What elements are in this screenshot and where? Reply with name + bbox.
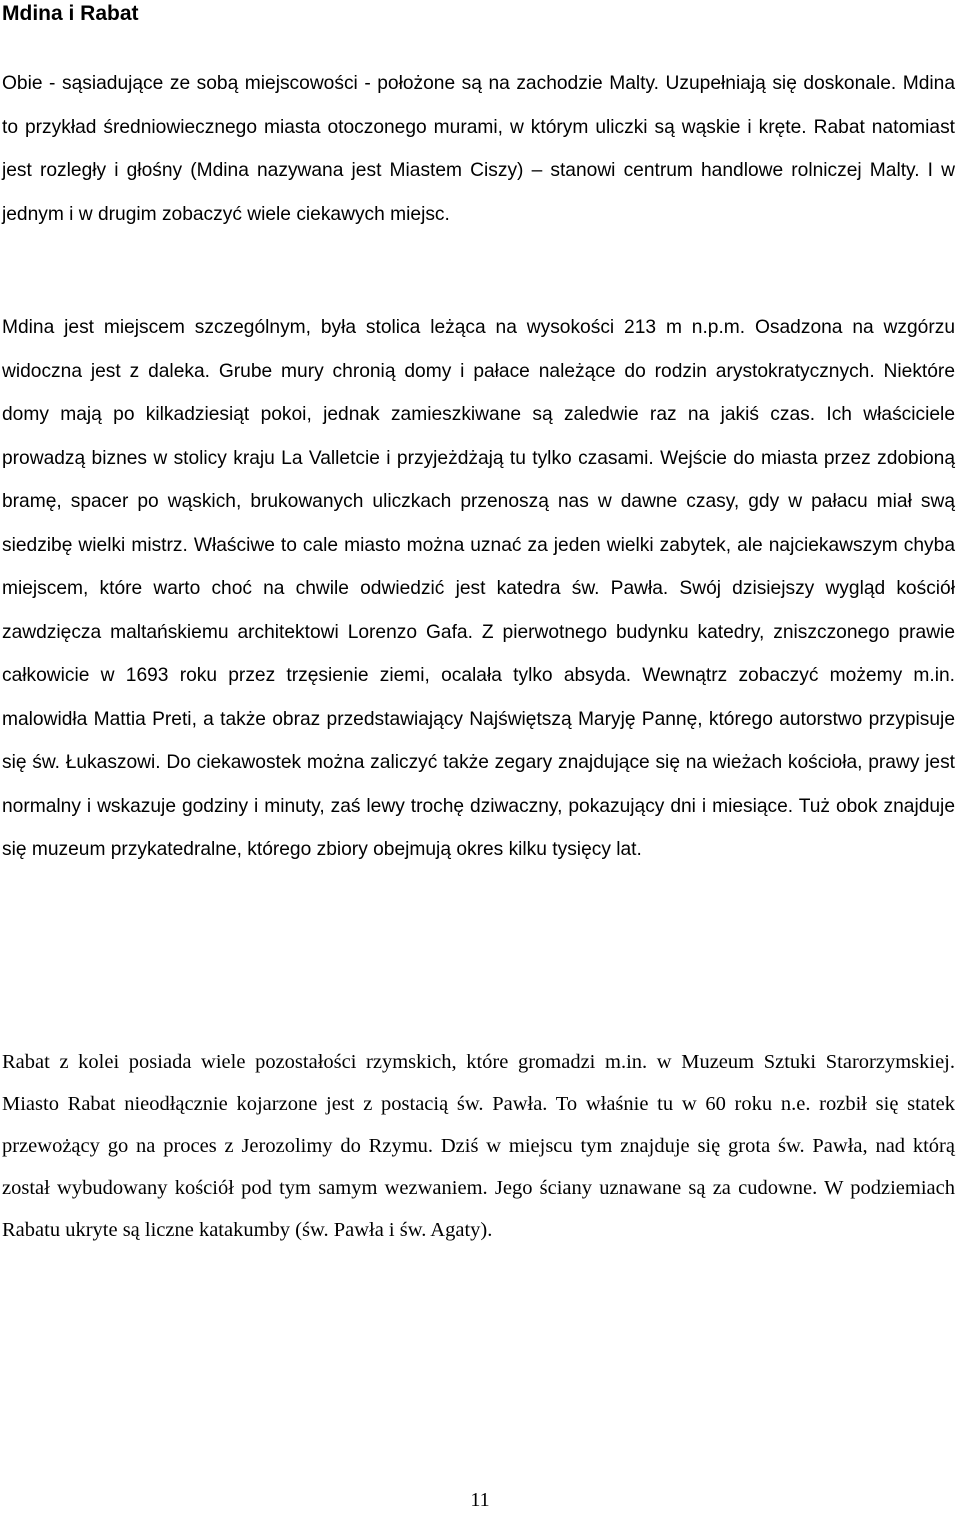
document-title: Mdina i Rabat: [2, 2, 139, 25]
paragraph-intro: Obie - sąsiadujące ze sobą miejscowości - położone są na zachodzie Malty. Uzupełniają się doskonale. Mdina to przykład średniowiecznego miasta otoczonego murami, w którym uliczki są wąskie i kręte. Rabat natomiast jest rozległy i głośny (Mdina nazywana jest Miastem Ciszy) – stanowi centrum handlowe rolniczej Malty. I w jednym i w drugim zobaczyć wiele ciekawych miejsc.: [2, 73, 955, 225]
paragraph-mdina: Mdina jest miejscem szczególnym, była stolica leżąca na wysokości 213 m n.p.m. Osadzona na wzgórzu widoczna jest z daleka. Grube mury chronią domy i pałace należące do rodzin arystokratycznych. Niektóre domy mają po kilkadziesiąt pokoi, jednak zamieszkiwane są zaledwie raz na jakiś czas. Ich właściciele prowadzą biznes w stolicy kraju La Valletcie i przyjeżdżają tu tylko czasami. Wejście do miasta przez zdobioną bramę, spacer po wąskich, brukowanych uliczkach przenoszą nas w dawne czasy, gdy w pałacu miał swą siedzibę wielki mistrz. Właściwe to cale miasto można uznać za jeden wielki zabytek, ale najciekawszym chyba miejscem, które warto choć na chwile odwiedzić jest katedra św. Pawła. Swój dzisiejszy wygląd kościół zawdzięcza maltańskiemu architektowi Lorenzo Gafa. Z pierwotnego budynku katedry, zniszczonego prawie całkowicie w 1693 roku przez trzęsienie ziemi, ocalała tylko absyda. Wewnątrz zobaczyć możemy m.in. malowidła Mattia Preti, a także obraz przedstawiający Najświętszą Maryję Pannę, którego autorstwo przypisuje się św. Łukaszowi. Do ciekawostek można zaliczyć także zegary znajdujące się na wieżach kościoła, prawy jest normalny i wskazuje godziny i minuty, zaś lewy trochę dziwaczny, pokazujący dni i miesiące. Tuż obok znajduje się muzeum przykatedralne, którego zbiory obejmują okres kilku tysięcy lat.: [2, 317, 955, 860]
page-number: 11: [470, 1489, 490, 1511]
paragraph-rabat: Rabat z kolei posiada wiele pozostałości rzymskich, które gromadzi m.in. w Muzeum Sztuki Starorzymskiej. Miasto Rabat nieodłącznie kojarzone jest z postacią św. Pawła. To właśnie tu w 60 roku n.e. rozbił się statek przewożący go na proces z Jerozolimy do Rzymu. Dziś w miejscu tym znajduje się grota św. Pawła, nad którą został wybudowany kościół pod tym samym wezwaniem. Jego ściany uznawane są za cudowne. W podziemiach Rabatu ukryte są liczne katakumby (św. Pawła i św. Agaty).: [2, 1051, 955, 1241]
